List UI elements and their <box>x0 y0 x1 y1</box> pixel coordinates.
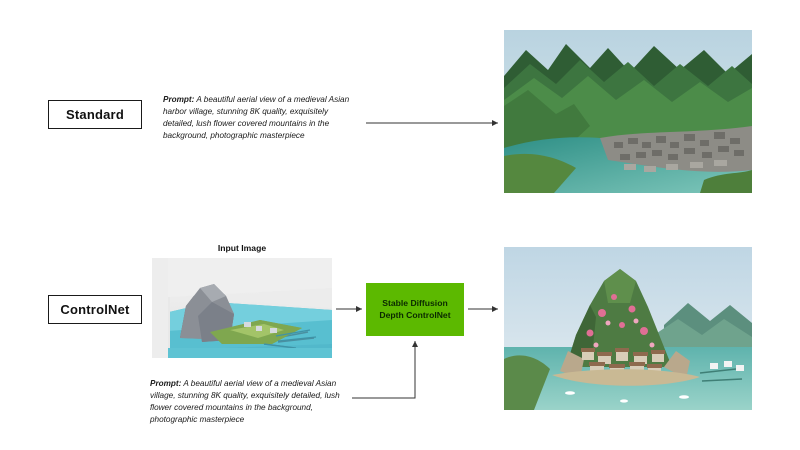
prompt-standard <box>163 94 359 142</box>
prompt-standard-text: A beautiful aerial view of a medieval Asian harbor village, stunning 8K quality, exquisitely detailed, lush flower covered mountains in the background, photographic masterpiece <box>163 95 350 140</box>
prompt-controlnet <box>150 378 346 426</box>
arrow-prompt-to-node <box>352 341 415 398</box>
prompt-standard-label: Prompt: <box>163 95 195 104</box>
prompt-controlnet-label: Prompt: <box>150 379 182 388</box>
row-label-controlnet: ControlNet <box>48 295 142 324</box>
process-node-line-1: Stable Diffusion <box>382 297 448 308</box>
process-node-stable-diffusion-depth-controlnet[interactable] <box>366 283 464 336</box>
prompt-controlnet-text: A beautiful aerial view of a medieval Asian village, stunning 8K quality, exquisitely detailed, lush flower covered mountains in the background, photographic masterpiece <box>150 379 340 424</box>
image-controlnet-input <box>152 258 332 358</box>
process-node-line-2: Depth ControlNet <box>379 309 451 320</box>
image-controlnet-output <box>504 247 752 410</box>
image-standard-output <box>504 30 752 193</box>
input-image-caption: Input Image <box>217 243 267 253</box>
row-label-standard: Standard <box>48 100 142 129</box>
